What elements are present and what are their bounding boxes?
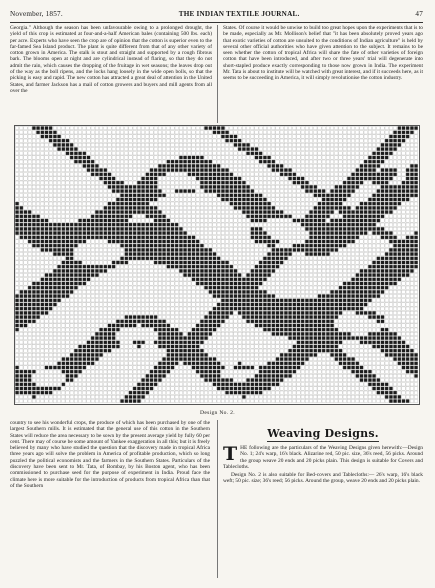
- weaving-paragraph-1: [223, 445, 423, 470]
- article-bottom-left-column: [10, 420, 210, 578]
- article-text-top-right: States. Of course it would be unwise to build too great hopes upon the experiments that is to be made, especially as Mr. Mollison's belief that "it has been absolutely proved years ago that exotic varieties of cotton are unsuited to the conditions of Indian agriculture" is held by several other official authorities who have given attention to the subject. It remains to be seen whether the cotton of tropical Africa will share the fate of other varieties of foreign cotton that have been introduced, and after two or three years' trial will degenerate into short-stapled produce exactly corresponding to those now grown in India. The experiment Mr. Tata is about to institute will be watched with great interest, and if it succeeds here, as it seems to be succeeding in America, it will simply revolutionise the cotton industry.: [223, 25, 423, 82]
- header-date: November, 1857.: [10, 10, 63, 18]
- article-top-left-column: [10, 25, 212, 123]
- page-number: 47: [415, 10, 423, 18]
- article-top-right-column: [223, 25, 423, 85]
- article-text-bottom-left: country to see his wonderful crops, the produce of which has been purchased by one of the largest Southern mills. It is estimated that the general use of this cotton in the Southern States will reduce the area necessary to be sown by the present average yield by fully 60 per cent. There may of course be some amount of Yankee exaggeration in all this; but it is freely believed by many who have studied the question that the discovery made in tropical Africa three years ago will solve the problem in America of profitable production, which so long puzzled the political economists and the farmers in the Southern States. Particulars of the discovery have been sent to Mr. Tata, of Bombay, by his Boston agent, who has been commissioned to purchase seed for the purpose of experiment in India. Proud face the climate here is more suitable for the introduction of products from tropical Africa than that of the Southern: [10, 420, 210, 489]
- page-header: [10, 10, 423, 22]
- journal-title: THE INDIAN TEXTILE JOURNAL.: [178, 10, 300, 18]
- header-rule: [10, 22, 423, 23]
- section-title: Weaving Designs.: [267, 427, 379, 440]
- drop-cap: T: [223, 443, 238, 465]
- column-divider-top: [217, 25, 218, 123]
- weaving-design-pattern: [14, 125, 420, 405]
- article-text-top-left: Georgia." Although the season has been unfavourable owing to a prolonged drought, the yield of this crop is estimated at four-and-a-half American bales (containing 500 lbs. each) per acre. Experts who have seen the crop are of opinion that the cotton is superior even to the far-famed Sea Island product. The plant is quite different from that of any other variety of cotton grown in America. The stalk is stout and straight and supported by a rough fibrous bark. The blooms open at night and are cylindrical instead of flaring, so that they do not admit the rain, which causes the dropping of the fruitage in wet seasons; the leaves drop out of the way as the boll ripens, and the locks hang loosely in the wide open bolls, so that the picking is easy and rapid. The new cotton has attracted a great deal of attention in the United States, and farmer Jackson has a mail of cotton growers and buyers and mill agents from all over the: [10, 25, 212, 94]
- weaving-paragraph-2: Design No. 2 is also suitable for Bed-covers and Tablecloths:— 26's warp, 16's black weft; 50 pic. size; 36's reed; 56 picks. Around the group, weave 20 ends and 20 picks plain.: [223, 472, 423, 485]
- design-grid-illustration: [15, 126, 419, 404]
- weaving-designs-section: [223, 420, 423, 578]
- weaving-paragraph-1-text: HE following are the particulars of the Weaving Designs given herewith:—Design No. 1; 24's warp, 16's black. Alizarine red, 50 pic. size, 36's reed, 56 picks. Around the group weave 20 ends and 20 picks plain. This design is suitable for Covers and Tablecloths.: [223, 445, 423, 470]
- column-divider-bottom: [217, 420, 218, 578]
- design-caption: Design No. 2.: [200, 410, 235, 416]
